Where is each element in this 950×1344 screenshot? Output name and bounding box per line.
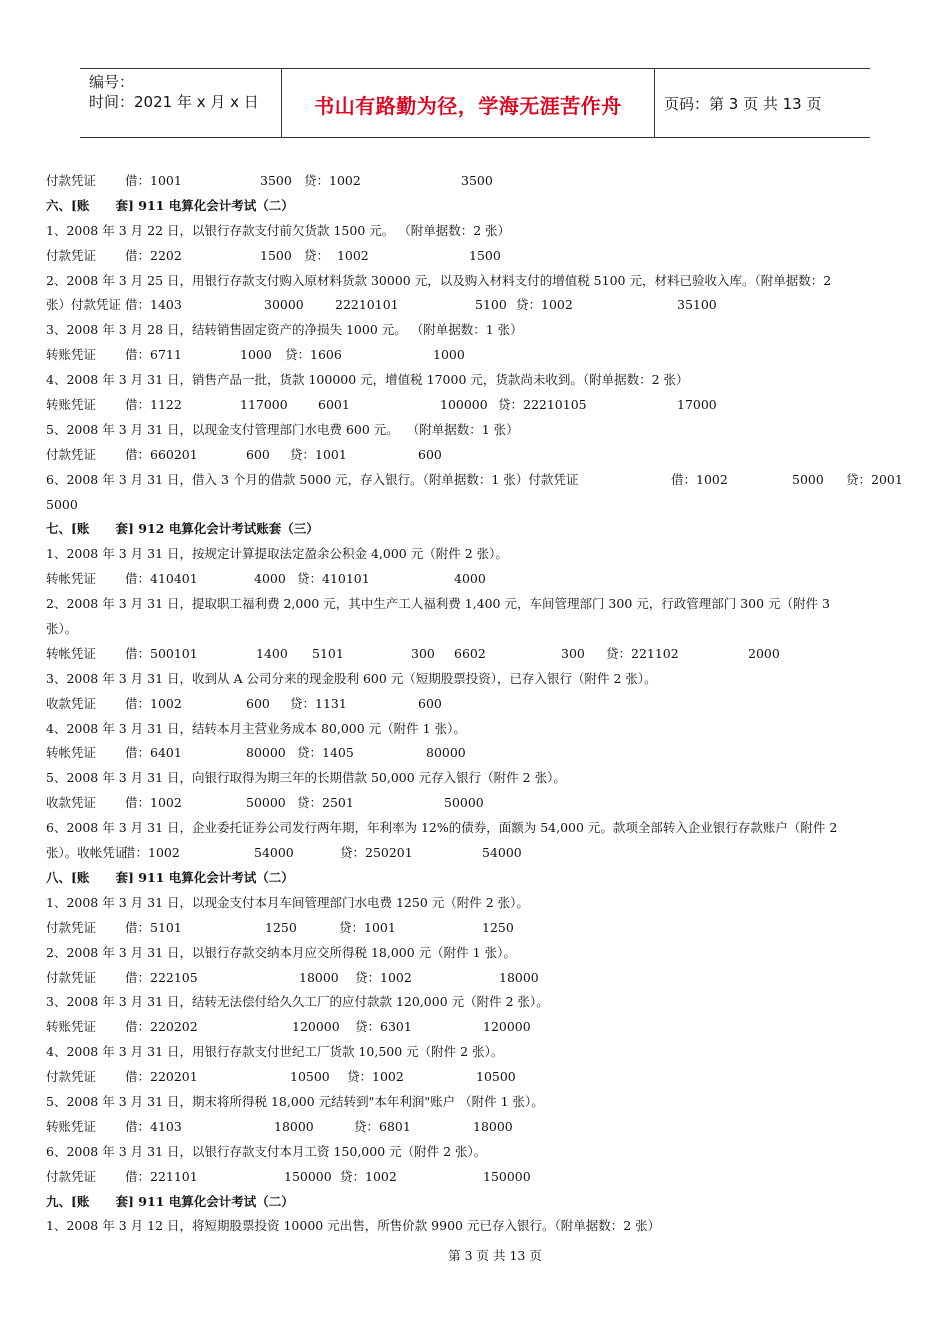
voucher-field: 22210101 [335,297,399,313]
voucher-field: 借：220202 [125,1019,198,1035]
text-line [46,443,910,468]
line-text: 六、[账 套] 911 电算化会计考试（二） [46,197,294,213]
voucher-field: 50000 [246,795,286,811]
line-text: 收款凭证 [46,795,97,811]
voucher-field: 150000 [483,1168,531,1184]
line-text: 5、2008 年 3 月 31 日，以现金支付管理部门水电费 600 元。 （附单据数：1 张） [46,421,519,437]
line-text: 2、2008 年 3 月 31 日，以银行存款交纳本月应交所得税 18,000 元（附件 1 张）。 [46,944,516,960]
line-text: 1、2008 年 3 月 22 日，以银行存款支付前欠货款 1500 元。 （附单据数：2 张） [46,222,511,238]
voucher-field: 120000 [292,1019,340,1035]
voucher-field: 50000 [444,795,484,811]
voucher-field: 117000 [240,397,288,413]
voucher-field: 借：1002 [125,795,182,811]
text-line [46,393,910,418]
header-motto: 书山有路勤为径，学海无涯苦作舟 [314,94,622,118]
line-text: 5、2008 年 3 月 31 日，向银行取得为期三年的长期借款 50,000 元存入银行（附件 2 张）。 [46,770,566,786]
voucher-field: 35100 [677,297,717,313]
line-text: 付款凭证 [46,446,97,462]
page-header [80,68,870,138]
voucher-field: 600 [418,446,442,462]
voucher-field: 100000 [440,397,488,413]
voucher-field: 18000 [274,1118,314,1134]
line-text: 2、2008 年 3 月 31 日，提取职工福利费 2,000 元，其中生产工人福利费 1,400 元，车间管理部门 300 元，行政管理部门 300 元（附件 3 [46,596,830,612]
voucher-field: 借：1002 [123,845,180,861]
header-left [89,72,259,112]
text-line [46,169,910,194]
voucher-field: 贷：6301 [355,1019,412,1035]
line-text: 付款凭证 [46,1168,97,1184]
voucher-field: 17000 [677,397,717,413]
voucher-field: 借：222105 [125,969,198,985]
voucher-field: 贷：1002 [516,297,573,313]
line-text: 6、2008 年 3 月 31 日，以银行存款支付本月工资 150,000 元（附件 2 张）。 [46,1143,487,1159]
voucher-field: 5101 [312,645,344,661]
line-text: 4、2008 年 3 月 31 日，销售产品一批，货款 100000 元，增值税 17000 元，货款尚未收到。（附单据数：2 张） [46,372,689,388]
voucher-field: 贷：22210105 [498,397,587,413]
voucher-field: 贷：1001 [290,446,347,462]
line-text: 4、2008 年 3 月 31 日，结转本月主营业务成本 80,000 元（附件 1 张）。 [46,720,466,736]
line-text: 付款凭证 [46,969,97,985]
text-line [46,1040,910,1065]
text-line [46,1115,910,1140]
line-text: 转帐凭证 [46,745,97,761]
voucher-field: 3500 [260,173,292,188]
voucher-field: 10500 [476,1069,516,1085]
voucher-field: 借：1403 [125,297,182,313]
line-text: 付款凭证 [46,173,97,188]
text-line [46,667,910,692]
line-text: 付款凭证 [46,247,97,263]
line-text: 5、2008 年 3 月 31 日，期末将所得税 18,000 元结转到"本年利润"账户 （附件 1 张）。 [46,1093,544,1109]
voucher-field: 借：1001 [125,173,182,188]
line-text: 张）。 [46,621,78,637]
code-label: 编号： [89,73,135,91]
line-text: 九、[账 套] 911 电算化会计考试（二） [46,1193,294,1209]
line-text: 转账凭证 [46,1019,97,1035]
line-text: 转账凭证 [46,1118,97,1134]
voucher-field: 借：500101 [125,645,198,661]
text-line [46,642,910,667]
text-line [46,293,910,318]
line-text: 3、2008 年 3 月 31 日，结转无法偿付给久久工厂的应付款款 120,000 元（附件 2 张）。 [46,994,549,1010]
voucher-field: 1400 [256,645,288,661]
line-text: 2、2008 年 3 月 25 日，用银行存款支付购入原材料货款 30000 元，以及购入材料支付的增值税 5100 元，材料已验收入库。（附单据数：2 [46,272,832,288]
voucher-field: 借：660201 [125,446,198,462]
section-heading [46,517,910,542]
voucher-field: 5100 [475,297,507,313]
voucher-field: 贷：1131 [290,695,347,711]
voucher-field: 借：6711 [125,347,182,363]
header-divider [654,69,655,137]
line-text: 转账凭证 [46,347,97,363]
text-line [46,990,910,1015]
line-text: 张）付款凭证 [46,297,122,313]
line-text: 5000 [46,496,78,512]
text-line [46,816,910,841]
voucher-field: 借：1122 [125,397,182,413]
line-text: 3、2008 年 3 月 28 日，结转销售固定资产的净损失 1000 元。 （附单据数：1 张） [46,322,523,338]
voucher-field: 借：221101 [125,1168,198,1184]
text-line [46,567,910,592]
line-text: 4、2008 年 3 月 31 日，用银行存款支付世纪工厂货款 10,500 元（附件 2 张）。 [46,1044,504,1060]
voucher-field: 借：410401 [125,571,198,587]
line-text: 转帐凭证 [46,645,97,661]
voucher-field: 贷：410101 [297,571,370,587]
text-line [46,368,910,393]
line-text: 6、2008 年 3 月 31 日，借入 3 个月的借款 5000 元，存入银行。（附单据数：1 张）付款凭证 [46,471,579,487]
voucher-field: 贷：2001 [846,471,903,487]
time-label: 时间：2021 年 x 月 x 日 [89,93,259,111]
voucher-field: 贷：2501 [297,795,354,811]
line-text: 付款凭证 [46,1069,97,1085]
line-text: 1、2008 年 3 月 31 日，按规定计算提取法定盈余公积金 4,000 元（附件 2 张）。 [46,546,508,562]
document-body [46,169,910,1239]
line-text: 八、[账 套] 911 电算化会计考试（二） [46,869,294,885]
text-line [46,717,910,742]
voucher-field: 贷：250201 [340,845,413,861]
voucher-field: 18000 [499,969,539,985]
text-line [46,1015,910,1040]
header-page-number: 页码：第 3 页 共 13 页 [664,95,822,113]
voucher-field: 贷：1606 [285,347,342,363]
voucher-field: 4000 [454,571,486,587]
text-line [46,841,910,866]
text-line [46,766,910,791]
voucher-field: 借：2202 [125,247,182,263]
text-line [46,692,910,717]
text-line [46,617,910,642]
voucher-field: 6602 [454,645,486,661]
text-line [46,791,910,816]
line-text: 七、[账 套] 912 电算化会计考试账套（三） [46,521,319,537]
voucher-field: 借：1002 [671,471,728,487]
voucher-field: 借：1002 [125,695,182,711]
line-text: 转账凭证 [46,397,97,413]
text-line [46,941,910,966]
voucher-field: 贷：1002 [347,1069,404,1085]
text-line [46,542,910,567]
voucher-field: 10500 [290,1069,330,1085]
section-heading [46,866,910,891]
text-line [46,741,910,766]
text-line [46,318,910,343]
line-text: 3、2008 年 3 月 31 日，收到从 A 公司分来的现金股利 600 元（短期股票投资），已存入银行（附件 2 张）。 [46,670,657,686]
voucher-field: 6001 [318,397,350,413]
text-line [46,1140,910,1165]
voucher-field: 1250 [265,919,297,935]
voucher-field: 30000 [264,297,304,313]
voucher-field: 贷：221102 [606,645,679,661]
voucher-field: 贷：1405 [297,745,354,761]
voucher-field: 80000 [246,745,286,761]
text-line [46,343,910,368]
voucher-field: 借：6401 [125,745,182,761]
text-line [46,468,910,493]
text-line [46,916,910,941]
section-heading [46,194,910,219]
voucher-field: 1500 [469,247,501,263]
voucher-field: 借：4103 [125,1118,182,1134]
voucher-field: 贷：1002 [304,173,361,188]
line-text: 张）。收帐凭证 [46,845,128,861]
voucher-field: 4000 [254,571,286,587]
voucher-field: 300 [561,645,585,661]
voucher-field: 贷：1001 [339,919,396,935]
line-text: 付款凭证 [46,919,97,935]
text-line [46,418,910,443]
text-line [46,891,910,916]
voucher-field: 3500 [461,173,493,188]
voucher-field: 600 [418,695,442,711]
text-line [46,493,910,518]
voucher-field: 600 [246,695,270,711]
text-line [46,1065,910,1090]
voucher-field: 贷：1002 [355,969,412,985]
line-text: 6、2008 年 3 月 31 日，企业委托证券公司发行两年期，年利率为 12%的债券，面额为 54,000 元。款项全部转入企业银行存款账户（附件 2 [46,820,838,836]
voucher-field: 1250 [482,919,514,935]
voucher-field: 1000 [433,347,465,363]
page-footer: 第 3 页 共 13 页 [448,1248,542,1263]
voucher-field: 18000 [299,969,339,985]
voucher-field: 120000 [483,1019,531,1035]
text-line [46,219,910,244]
voucher-field: 5000 [792,471,824,487]
voucher-field: 借：5101 [125,919,182,935]
line-text: 1、2008 年 3 月 31 日，以现金支付本月车间管理部门水电费 1250 元（附件 2 张）。 [46,894,529,910]
text-line [46,966,910,991]
voucher-field: 贷： 1002 [304,247,369,263]
line-text: 1、2008 年 3 月 12 日，将短期股票投资 10000 元出售，所售价款 9900 元已存入银行。（附单据数：2 张） [46,1218,661,1234]
voucher-field: 300 [411,645,435,661]
section-heading [46,1190,910,1215]
voucher-field: 80000 [426,745,466,761]
voucher-field: 1500 [260,247,292,263]
voucher-field: 2000 [748,645,780,661]
text-line [46,1214,910,1239]
voucher-field: 借：220201 [125,1069,198,1085]
text-line [46,1165,910,1190]
voucher-field: 54000 [254,845,294,861]
voucher-field: 1000 [240,347,272,363]
voucher-field: 贷：1002 [340,1168,397,1184]
text-line [46,592,910,617]
voucher-field: 600 [246,446,270,462]
line-text: 转帐凭证 [46,571,97,587]
line-text: 收款凭证 [46,695,97,711]
text-line [46,1090,910,1115]
voucher-field: 贷：6801 [354,1118,411,1134]
text-line [46,244,910,269]
voucher-field: 54000 [482,845,522,861]
text-line [46,269,910,294]
voucher-field: 150000 [284,1168,332,1184]
voucher-field: 18000 [473,1118,513,1134]
